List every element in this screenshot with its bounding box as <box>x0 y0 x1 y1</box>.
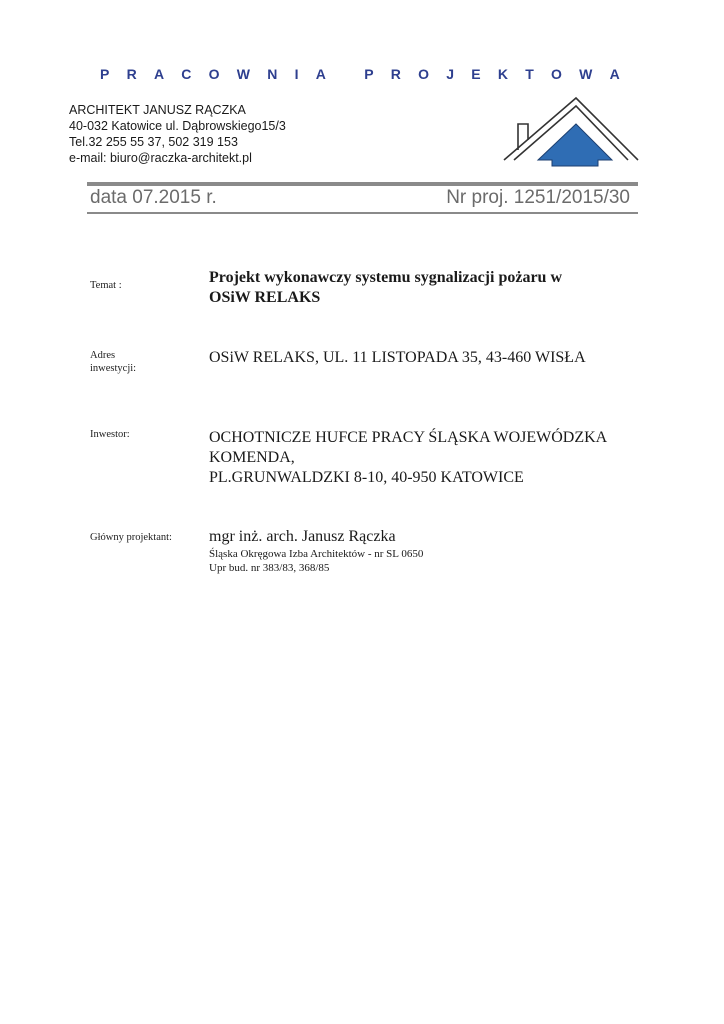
header-rule-bottom <box>87 212 638 214</box>
banner-letter: T <box>525 66 534 82</box>
banner-space <box>343 66 347 82</box>
phone-numbers: Tel.32 255 55 37, 502 319 153 <box>69 135 238 149</box>
topic-value <box>209 268 562 308</box>
designer-label: Główny projektant: <box>90 532 172 543</box>
designer-value <box>209 527 423 575</box>
label-line: inwestycji: <box>90 363 137 374</box>
banner-letter: K <box>497 66 508 82</box>
label-line: Adres <box>90 350 116 361</box>
banner-letter: A <box>315 66 326 82</box>
banner-letter: O <box>551 66 562 82</box>
banner-letter: A <box>153 66 165 82</box>
topic-line: OSiW RELAKS <box>209 289 321 306</box>
header-rule-top <box>87 182 638 186</box>
project-number: Nr proj. 1251/2015/30 <box>446 187 630 208</box>
banner-letter: W <box>236 66 250 82</box>
document-date: data 07.2015 r. <box>90 187 217 208</box>
street-address: 40-032 Katowice ul. Dąbrowskiego15/3 <box>69 119 286 133</box>
house-logo-icon <box>500 94 642 170</box>
architect-name: ARCHITEKT JANUSZ RĄCZKA <box>69 103 246 117</box>
investment-address-value <box>209 348 586 368</box>
architect-address-block <box>69 102 286 166</box>
email-address: e-mail: biuro@raczka-architekt.pl <box>69 151 252 165</box>
designer-chamber: Śląska Okręgowa Izba Architektów - nr SL 0650 <box>209 548 424 560</box>
banner-letter: W <box>579 66 593 82</box>
banner-letter: O <box>418 66 430 82</box>
investment-address-label <box>90 349 136 375</box>
banner-letter: A <box>609 66 620 82</box>
investment-address-line: OSiW RELAKS, UL. 11 LISTOPADA 35, 43-460 WISŁA <box>209 349 586 366</box>
banner-letter: P <box>100 66 110 82</box>
banner-letter: E <box>471 66 481 82</box>
investor-label: Inwestor: <box>90 429 130 440</box>
banner-letter: I <box>294 66 299 82</box>
investor-line: PL.GRUNWALDZKI 8-10, 40-950 KATOWICE <box>209 469 524 486</box>
banner-letter: R <box>126 66 137 82</box>
studio-banner <box>100 66 620 82</box>
banner-letter: P <box>364 66 374 82</box>
topic-label: Temat : <box>90 280 122 291</box>
banner-letter: C <box>181 66 192 82</box>
designer-name: mgr inż. arch. Janusz Rączka <box>209 528 396 545</box>
banner-letter: J <box>446 66 455 82</box>
topic-line: Projekt wykonawczy systemu sygnalizacji pożaru w <box>209 269 563 286</box>
designer-license: Upr bud. nr 383/83, 368/85 <box>209 562 330 574</box>
investor-line: OCHOTNICZE HUFCE PRACY ŚLĄSKA WOJEWÓDZKA <box>209 429 608 446</box>
banner-letter: N <box>267 66 278 82</box>
banner-letter: O <box>208 66 220 82</box>
investor-value <box>209 428 607 488</box>
banner-letter: R <box>390 66 401 82</box>
investor-line: KOMENDA, <box>209 449 295 466</box>
